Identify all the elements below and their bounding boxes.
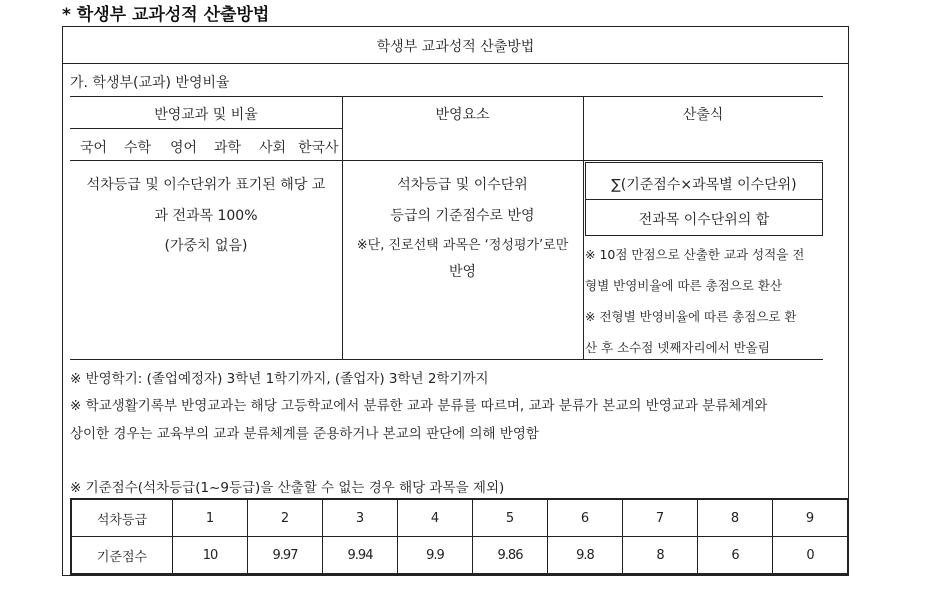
formula-numerator: ∑(기준점수×과목별 이수단위) xyxy=(611,177,797,193)
formula-denominator: 전과목 이수단위의 합 xyxy=(638,212,770,228)
grade-cell: 2 xyxy=(248,499,323,537)
subject-item: 영어 xyxy=(170,140,198,156)
score-cell: 9.9 xyxy=(398,537,473,575)
formula-note-line: ※ 10점 만점으로 산출한 교과 성적을 전 xyxy=(585,247,805,262)
grade-cell: 3 xyxy=(323,499,398,537)
divider xyxy=(70,359,823,360)
grade-cell: 6 xyxy=(548,499,623,537)
grade-cell: 7 xyxy=(623,499,698,537)
note-line: ※ 학교생활기록부 반영교과는 해당 고등학교에서 분류한 교과 분류를 따르며, 교과 분류가 본교의 반영교과 분류체계와 xyxy=(70,398,768,414)
score-cell: 6 xyxy=(698,537,773,575)
divider xyxy=(342,96,343,359)
row-header: 기준점수 xyxy=(71,537,173,575)
col1-line: 과 전과목 100% xyxy=(154,208,258,224)
col1-line: 석차등급 및 이수단위가 표기된 해당 교 xyxy=(86,177,326,193)
section-label: 가. 학생부(교과) 반영비율 xyxy=(70,75,230,91)
score-cell: 0 xyxy=(773,537,849,575)
subject-item: 국어 xyxy=(80,140,108,156)
score-cell: 9.8 xyxy=(548,537,623,575)
table-row xyxy=(71,537,848,575)
subject-item: 수학 xyxy=(124,140,152,156)
header-formula: 산출식 xyxy=(682,107,724,123)
row-header: 석차등급 xyxy=(71,499,173,537)
note-line: ※ 반영학기: (졸업예정자) 3학년 1학기까지, (졸업자) 3학년 2학기까지 xyxy=(70,371,489,387)
divider xyxy=(70,160,823,161)
table-title: 학생부 교과성적 산출방법 xyxy=(376,39,535,55)
divider xyxy=(70,128,342,129)
note-line: 상이한 경우는 교육부의 교과 분류체계를 준용하거나 본교의 판단에 의해 반영함 xyxy=(70,426,539,442)
col2-line: 반영 xyxy=(448,264,477,280)
divider xyxy=(70,96,823,97)
col2-line: ※단, 진로선택 과목은 ‘정성평가’로만 xyxy=(356,238,569,253)
col2-line: 등급의 기준점수로 반영 xyxy=(390,208,535,224)
subject-item: 과학 xyxy=(214,140,242,156)
col2-line: 석차등급 및 이수단위 xyxy=(397,177,528,193)
subject-item: 한국사 xyxy=(298,140,339,156)
col1-line: (가중치 없음) xyxy=(164,238,248,254)
score-cell: 10 xyxy=(173,537,248,575)
score-cell: 9.94 xyxy=(323,537,398,575)
fraction-line xyxy=(586,199,822,200)
grade-cell: 8 xyxy=(698,499,773,537)
grade-cell: 5 xyxy=(473,499,548,537)
grade-note: ※ 기준점수(석차등급(1~9등급)을 산출할 수 없는 경우 해당 과목을 제외) xyxy=(70,480,505,496)
score-cell: 9.86 xyxy=(473,537,548,575)
divider xyxy=(583,96,584,359)
page-heading: * 학생부 교과성적 산출방법 xyxy=(62,5,270,25)
formula-note-line: 형별 반영비율에 따른 총점으로 환산 xyxy=(585,278,783,293)
grade-cell: 1 xyxy=(173,499,248,537)
score-cell: 8 xyxy=(623,537,698,575)
subject-item: 사회 xyxy=(259,140,287,156)
score-cell: 9.97 xyxy=(248,537,323,575)
header-subjects: 반영교과 및 비율 xyxy=(154,107,258,123)
formula-note-line: ※ 전형별 반영비율에 따른 총점으로 환 xyxy=(585,309,797,324)
formula-note-line: 산 후 소수점 넷째자리에서 반올림 xyxy=(585,340,770,355)
grade-cell: 9 xyxy=(773,499,849,537)
divider xyxy=(62,63,849,64)
grade-cell: 4 xyxy=(398,499,473,537)
table-row xyxy=(71,499,848,537)
grade-score-table xyxy=(70,498,849,575)
header-elements: 반영요소 xyxy=(435,107,490,123)
